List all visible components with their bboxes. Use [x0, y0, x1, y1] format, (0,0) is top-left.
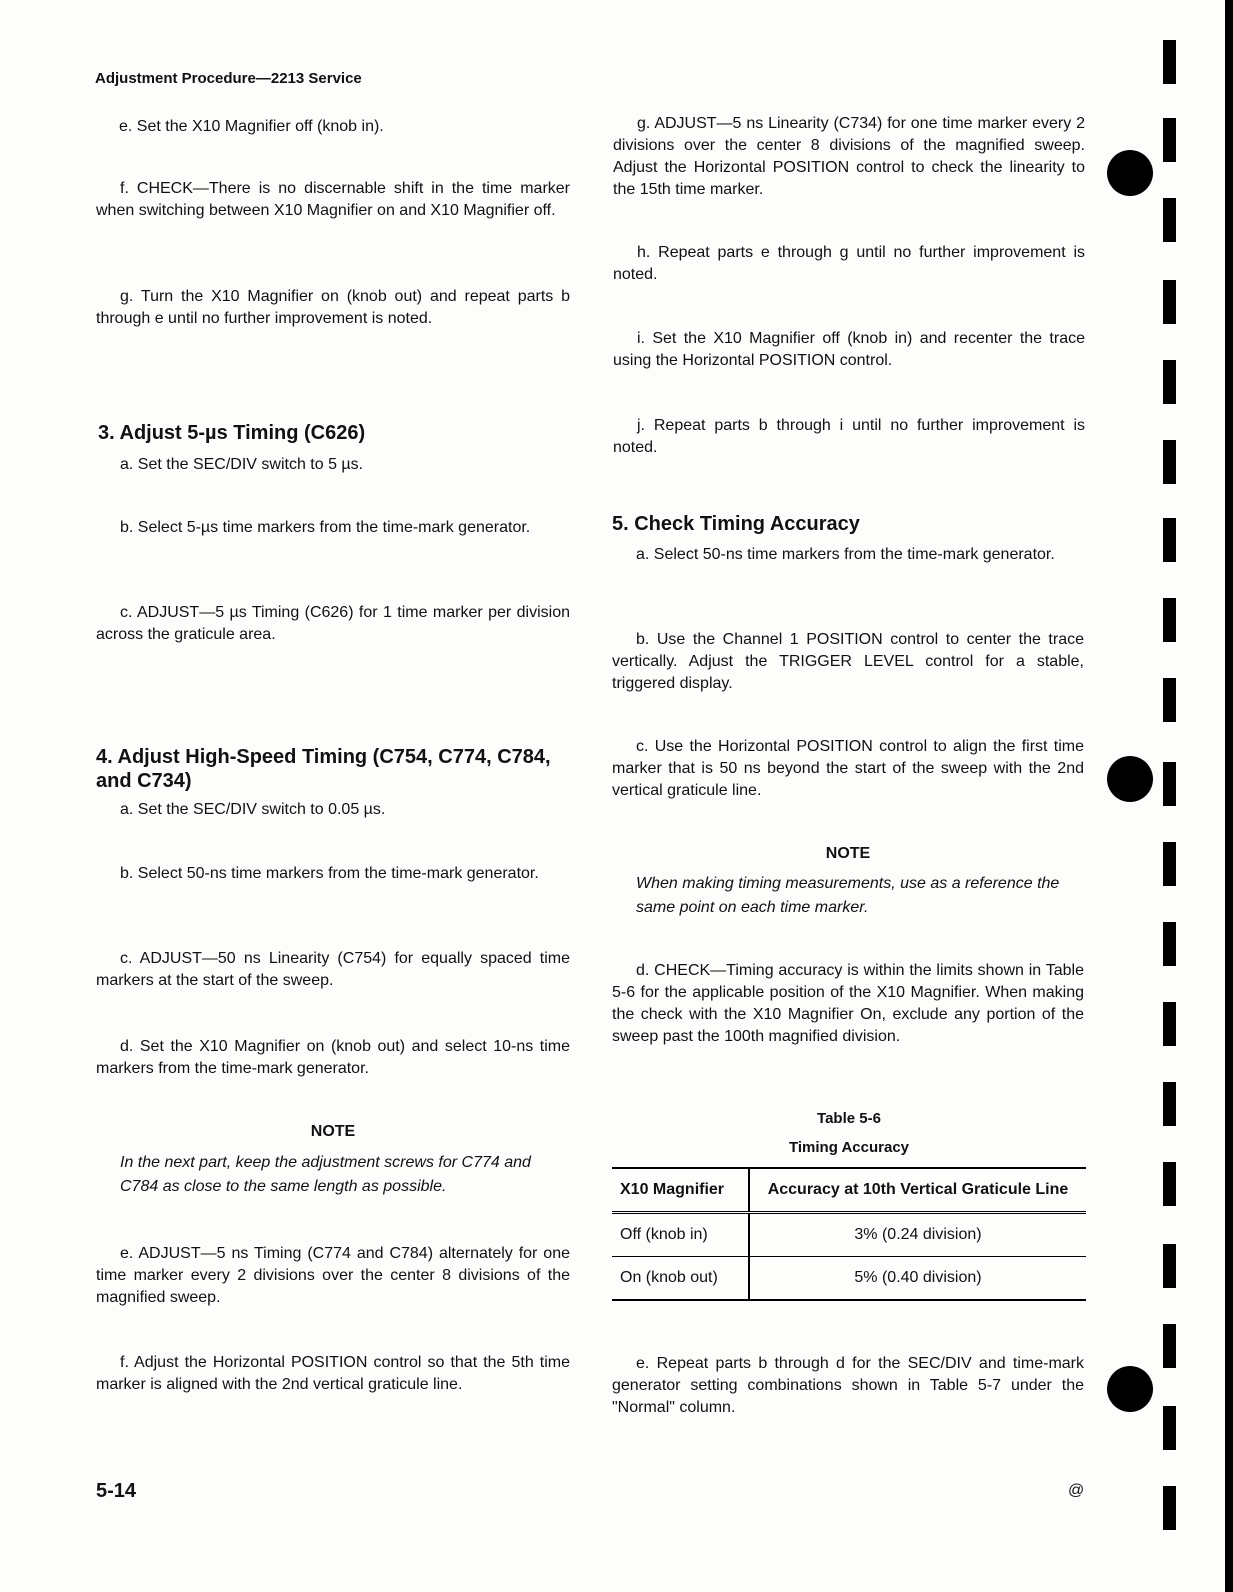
binding-bar — [1163, 1002, 1176, 1046]
binding-bar — [1163, 1486, 1176, 1530]
table-cell: 3% (0.24 division) — [749, 1213, 1086, 1257]
binding-hole — [1107, 150, 1153, 196]
binding-bar — [1163, 842, 1176, 886]
step-3a: a. Set the SEC/DIV switch to 5 µs. — [120, 456, 364, 473]
note-title-left: NOTE — [310, 1123, 356, 1140]
step-3g: g. Turn the X10 Magnifier on (knob out) and repeat parts b through e until no further improvement is noted. — [96, 288, 570, 327]
table-header-row — [612, 1169, 1086, 1213]
note-title-right: NOTE — [825, 845, 871, 862]
binding-bar — [1163, 360, 1176, 404]
timing-accuracy-table — [612, 1167, 1086, 1301]
section-5-title: 5. Check Timing Accuracy — [612, 513, 860, 535]
page-number: 5-14 — [96, 1480, 137, 1502]
step-5c: c. Use the Horizontal POSITION control to align the first time marker that is 50 ns beyond the start of the sweep with the 2nd vertical graticule line. — [612, 738, 1084, 799]
note-body-right: When making timing measurements, use as a reference the same point on each time marker. — [636, 875, 1060, 916]
step-5b: b. Use the Channel 1 POSITION control to center the trace vertically. Adjust the TRIGGER LEVEL control for a stable, triggered display. — [612, 631, 1084, 692]
step-4e: e. ADJUST—5 ns Timing (C774 and C784) alternately for one time marker every 2 divisions over the center 8 divisions of the magnified sweep. — [96, 1245, 570, 1306]
step-4f: f. Adjust the Horizontal POSITION control so that the 5th time marker is aligned with the 2nd vertical graticule line. — [96, 1354, 570, 1393]
binding-bar — [1163, 1162, 1176, 1206]
step-3c: c. ADJUST—5 µs Timing (C626) for 1 time marker per division across the graticule area. — [96, 604, 570, 643]
step-4i: i. Set the X10 Magnifier off (knob in) and recenter the trace using the Horizontal POSITION control. — [613, 330, 1085, 369]
table-header-cell: X10 Magnifier — [612, 1169, 749, 1213]
binding-bar — [1163, 1406, 1176, 1450]
step-3f: f. CHECK—There is no discernable shift in the time marker when switching between X10 Magnifier on and X10 Magnifier off. — [96, 180, 570, 219]
page-header: Adjustment Procedure—2213 Service — [95, 70, 362, 87]
binding-bar — [1163, 922, 1176, 966]
binding-bar — [1163, 118, 1176, 162]
binding-bar — [1163, 440, 1176, 484]
step-3b: b. Select 5-µs time markers from the time-mark generator. — [120, 519, 531, 536]
binding-bar — [1163, 1082, 1176, 1126]
binding-edge — [1225, 0, 1233, 1592]
binding-bar — [1163, 678, 1176, 722]
table-row — [612, 1257, 1086, 1301]
step-5e: e. Repeat parts b through d for the SEC/DIV and time-mark generator setting combinations shown in Table 5-7 under the "Normal" column. — [612, 1355, 1084, 1416]
binding-bar — [1163, 1324, 1176, 1368]
step-5a: a. Select 50-ns time markers from the time-mark generator. — [636, 546, 1055, 563]
step-4g: g. ADJUST—5 ns Linearity (C734) for one time marker every 2 divisions over the center 8 divisions of the magnified sweep. Adjust the Horizontal POSITION control to check the linearity to the 15th time marker. — [613, 115, 1085, 198]
binding-bar — [1163, 762, 1176, 806]
binding-hole — [1107, 756, 1153, 802]
step-4a: a. Set the SEC/DIV switch to 0.05 µs. — [120, 801, 386, 818]
binding-bar — [1163, 280, 1176, 324]
table-cell: Off (knob in) — [612, 1213, 749, 1257]
step-4j: j. Repeat parts b through i until no further improvement is noted. — [613, 417, 1085, 456]
table-row — [612, 1213, 1086, 1257]
binding-hole — [1107, 1366, 1153, 1412]
note-body-left: In the next part, keep the adjustment screws for C774 and C784 as close to the same length as possible. — [120, 1154, 531, 1195]
publisher-mark: @ — [1068, 1482, 1085, 1499]
binding-bar — [1163, 518, 1176, 562]
step-3e: e. Set the X10 Magnifier off (knob in). — [119, 118, 384, 135]
step-4h: h. Repeat parts e through g until no further improvement is noted. — [613, 244, 1085, 283]
binding-bar — [1163, 198, 1176, 242]
binding-bar — [1163, 1244, 1176, 1288]
step-4b: b. Select 50-ns time markers from the time-mark generator. — [120, 865, 539, 882]
section-3-title: 3. Adjust 5-µs Timing (C626) — [98, 422, 366, 444]
table-title: Timing Accuracy — [788, 1139, 910, 1156]
table-number: Table 5-6 — [817, 1110, 881, 1127]
step-4d: d. Set the X10 Magnifier on (knob out) and select 10-ns time markers from the time-mark generator. — [96, 1038, 570, 1077]
table-cell: 5% (0.40 division) — [749, 1257, 1086, 1301]
table-header-cell: Accuracy at 10th Vertical Graticule Line — [749, 1169, 1086, 1213]
binding-bar — [1163, 40, 1176, 84]
table-cell: On (knob out) — [612, 1257, 749, 1301]
step-5d: d. CHECK—Timing accuracy is within the limits shown in Table 5-6 for the applicable position of the X10 Magnifier. When making the check with the X10 Magnifier On, exclude any portion of the sweep past the 100th magnified division. — [612, 962, 1084, 1045]
step-4c: c. ADJUST—50 ns Linearity (C754) for equally spaced time markers at the start of the sweep. — [96, 950, 570, 989]
section-4-title: 4. Adjust High-Speed Timing (C754, C774, C784, and C734) — [96, 746, 551, 792]
binding-bar — [1163, 598, 1176, 642]
